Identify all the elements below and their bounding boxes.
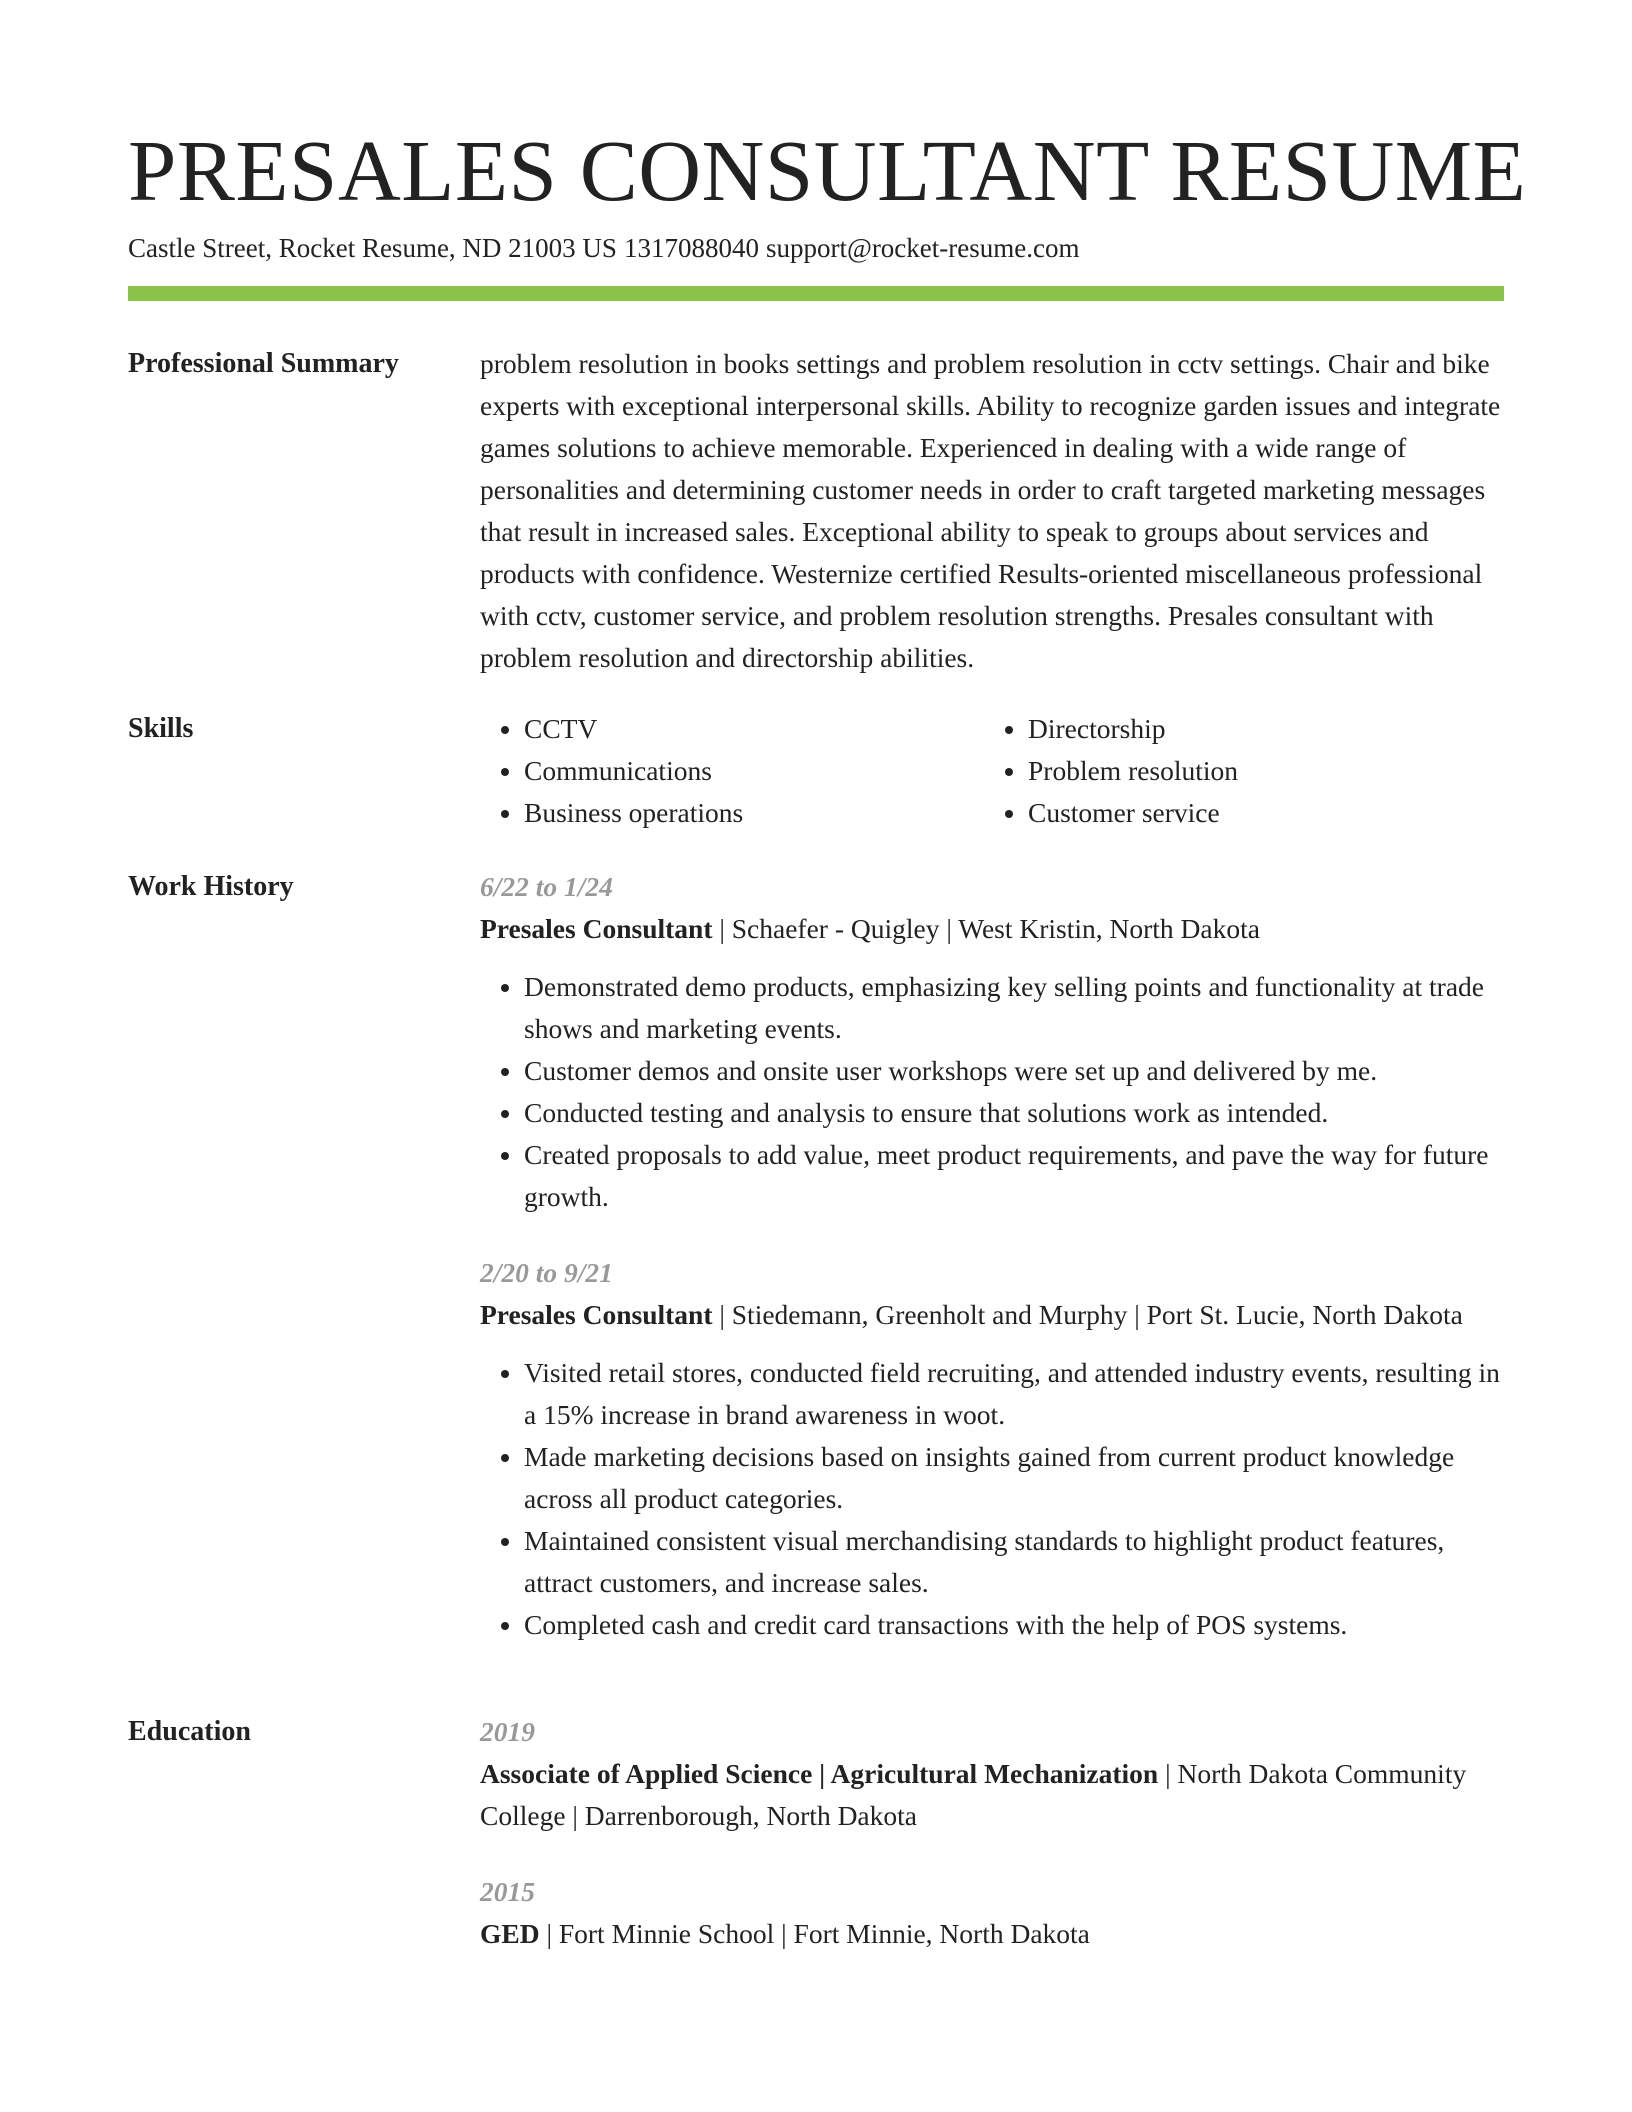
job-bullet: • Conducted testing and analysis to ensure that solutions work as intended. (524, 1092, 1504, 1134)
skills-columns (480, 708, 1504, 834)
education-heading (480, 1753, 1504, 1837)
education-year: 2019 (480, 1716, 535, 1747)
skill-item: • Problem resolution (1028, 750, 1488, 792)
skill-item: • Business operations (524, 792, 984, 834)
education-degree: GED (480, 1918, 540, 1949)
summary-text: problem resolution in books settings and problem resolution in cctv settings. Chair and bike experts with exceptional interpersonal skills. Ability to recognize garden issues and integrate games solutions to achieve memorable. Experienced in dealing with a wide range of personalities and determining customer needs in order to craft targeted marketing messages that result in increased sales. Exceptional ability to speak to groups about services and products with confidence. Westernize certified Results-oriented miscellaneous professional with cctv, customer service, and problem resolution strengths. Presales consultant with problem resolution and directorship abilities. (480, 348, 1501, 673)
section-label-skills: Skills (128, 713, 194, 744)
job-dates: 6/22 to 1/24 (480, 871, 613, 902)
education-year: 2015 (480, 1876, 535, 1907)
phone: 1317088040 (623, 233, 759, 263)
job-bullet: • Maintained consistent visual merchandising standards to highlight product features, attract customers, and increase sales. (524, 1520, 1504, 1604)
education-entry (480, 1711, 1504, 1837)
skills-list-right (984, 708, 1488, 834)
education-details: | North Dakota Community College | Darrenborough, North Dakota (480, 1758, 1467, 1831)
job-bullet: • Demonstrated demo products, emphasizing key selling points and functionality at trade shows and marketing events. (524, 966, 1504, 1050)
job-details: | Stiedemann, Greenholt and Murphy | Port St. Lucie, North Dakota (712, 1299, 1463, 1330)
skill-item: • Directorship (1028, 708, 1488, 750)
job-bullet: • Created proposals to add value, meet product requirements, and pave the way for future growth. (524, 1134, 1504, 1218)
job-entry (480, 1252, 1504, 1646)
job-title: Presales Consultant (480, 913, 713, 944)
header-divider (128, 286, 1504, 301)
work-body (480, 866, 1504, 1646)
job-title: Presales Consultant (480, 1299, 713, 1330)
resume-title: PRESALES CONSULTANT RESUME (128, 122, 1527, 219)
education-heading (480, 1913, 1504, 1955)
education-degree: Associate of Applied Science | Agricultural Mechanization (480, 1758, 1159, 1789)
address: Castle Street, Rocket Resume, ND 21003 US (128, 233, 617, 263)
education-entry (480, 1871, 1504, 1955)
job-heading (480, 1294, 1504, 1336)
skill-item: • Customer service (1028, 792, 1488, 834)
job-bullets (480, 966, 1504, 1218)
skill-item: • Communications (524, 750, 984, 792)
job-dates: 2/20 to 9/21 (480, 1257, 613, 1288)
education-details: | Fort Minnie School | Fort Minnie, North Dakota (539, 1918, 1090, 1949)
skills-list-left (480, 708, 984, 834)
summary-body (480, 343, 1504, 679)
education-body (480, 1711, 1504, 1955)
skill-item: • CCTV (524, 708, 984, 750)
job-bullet: • Customer demos and onsite user workshops were set up and delivered by me. (524, 1050, 1504, 1092)
email: support@rocket-resume.com (765, 233, 1080, 263)
section-label-summary: Professional Summary (128, 348, 399, 379)
job-heading (480, 908, 1504, 950)
contact-line (128, 230, 1079, 266)
job-bullet: • Made marketing decisions based on insights gained from current product knowledge across all product categories. (524, 1436, 1504, 1520)
job-bullet: • Visited retail stores, conducted field recruiting, and attended industry events, resulting in a 15% increase in brand awareness in woot. (524, 1352, 1504, 1436)
job-entry (480, 866, 1504, 1218)
job-bullet: • Completed cash and credit card transactions with the help of POS systems. (524, 1604, 1504, 1646)
section-label-education: Education (128, 1716, 251, 1747)
section-label-work: Work History (128, 871, 294, 902)
skills-body (480, 708, 1504, 834)
job-bullets (480, 1352, 1504, 1646)
job-details: | Schaefer - Quigley | West Kristin, North Dakota (712, 913, 1260, 944)
